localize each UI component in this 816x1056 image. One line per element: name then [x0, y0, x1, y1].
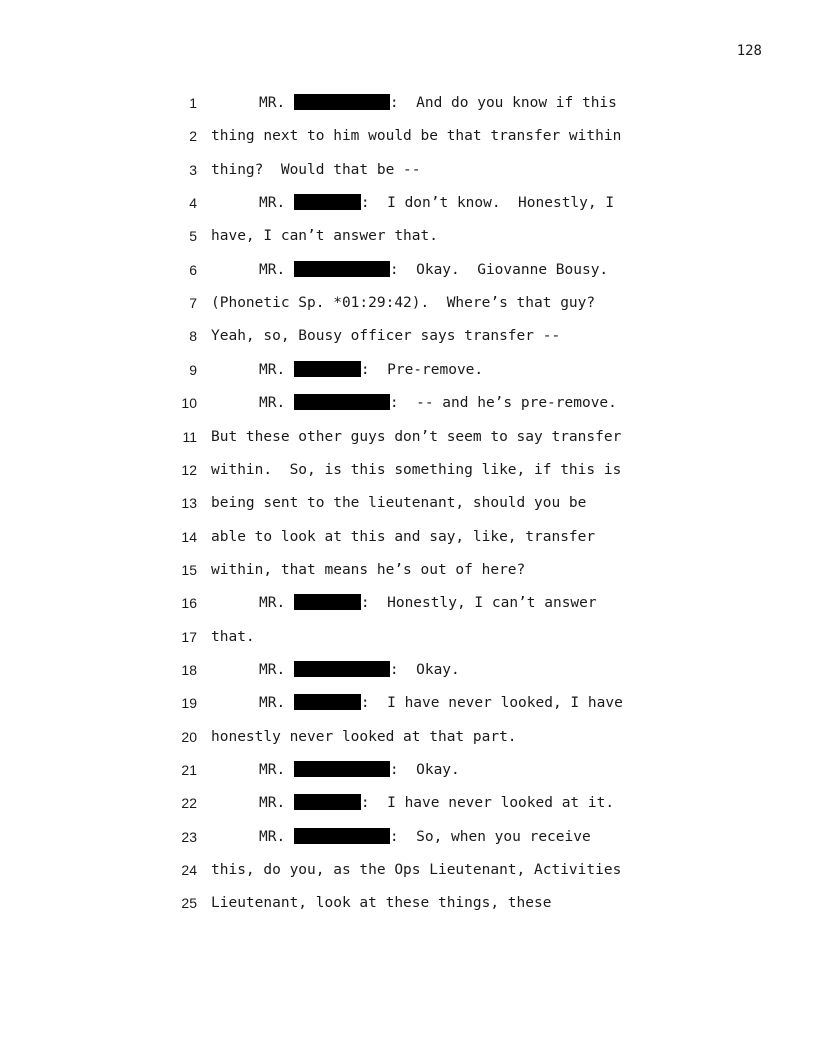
line-number: 18	[181, 661, 197, 678]
speaker-line	[259, 693, 623, 713]
transcript-line	[0, 627, 816, 647]
speaker-prefix: MR.	[259, 395, 294, 412]
line-number: 22	[181, 795, 197, 812]
redaction-block	[294, 94, 390, 110]
redaction-block	[294, 828, 390, 844]
transcript-line	[0, 593, 816, 613]
speaker-prefix: MR.	[259, 595, 294, 612]
transcript-line	[0, 326, 816, 346]
speaker-text: : Honestly, I can’t answer	[360, 595, 597, 612]
speaker-prefix: MR.	[259, 762, 294, 778]
line-number: 14	[181, 528, 197, 545]
speaker-text: : I have never looked, I have	[360, 695, 623, 712]
speaker-text: : And do you know if this	[389, 95, 617, 111]
transcript-line	[0, 660, 816, 680]
transcript-line	[0, 260, 816, 280]
redaction-block	[294, 194, 361, 210]
transcript-line	[0, 560, 816, 580]
line-number: 17	[181, 628, 197, 645]
transcript-line	[0, 226, 816, 246]
speaker-text: : -- and he’s pre-remove.	[389, 395, 617, 412]
transcript-line	[0, 860, 816, 880]
transcript-line	[0, 93, 816, 113]
line-text: that.	[211, 628, 255, 645]
line-text: have, I can’t answer that.	[211, 228, 438, 245]
speaker-prefix: MR.	[259, 661, 294, 678]
transcript-line	[0, 193, 816, 213]
transcript-line	[0, 293, 816, 313]
transcript-line	[0, 893, 816, 913]
speaker-line	[259, 393, 617, 413]
transcript-line	[0, 126, 816, 146]
speaker-line	[259, 193, 614, 213]
speaker-line	[259, 360, 483, 380]
line-number: 11	[182, 428, 197, 445]
transcript-line	[0, 393, 816, 413]
line-text: being sent to the lieutenant, should you be	[211, 495, 587, 512]
line-number: 21	[181, 762, 197, 778]
redaction-block	[294, 794, 361, 810]
speaker-line	[259, 260, 608, 280]
speaker-prefix: MR.	[259, 695, 294, 712]
speaker-line	[259, 793, 614, 813]
speaker-text: : Okay.	[389, 762, 460, 778]
line-text: this, do you, as the Ops Lieutenant, Activities	[211, 862, 622, 879]
line-text: within. So, is this something like, if this is	[211, 461, 622, 478]
page-number: 128	[736, 43, 762, 59]
line-number: 9	[189, 361, 197, 378]
speaker-line	[259, 660, 460, 680]
line-text: But these other guys don’t seem to say transfer	[211, 428, 622, 445]
line-number: 6	[189, 261, 197, 278]
line-number: 7	[189, 295, 197, 312]
speaker-prefix: MR.	[259, 795, 294, 812]
transcript-line	[0, 760, 816, 780]
transcript-line	[0, 827, 816, 847]
line-number: 2	[189, 128, 197, 145]
line-number: 25	[181, 895, 197, 912]
speaker-prefix: MR.	[259, 261, 294, 278]
transcript-line	[0, 460, 816, 480]
redaction-block	[294, 594, 361, 610]
speaker-prefix: MR.	[259, 95, 294, 111]
speaker-line	[259, 93, 617, 113]
line-number: 23	[181, 828, 197, 845]
redaction-block	[294, 361, 361, 377]
line-number: 12	[181, 461, 197, 478]
speaker-text: : So, when you receive	[389, 828, 591, 845]
line-text: Yeah, so, Bousy officer says transfer --	[211, 328, 561, 345]
line-text: honestly never looked at that part.	[211, 728, 517, 745]
speaker-line	[259, 593, 597, 613]
line-number: 3	[189, 161, 197, 178]
line-text: able to look at this and say, like, transfer	[211, 528, 596, 545]
speaker-prefix: MR.	[259, 195, 294, 212]
speaker-prefix: MR.	[259, 361, 294, 378]
speaker-text: : I don’t know. Honestly, I	[360, 195, 615, 212]
line-number: 19	[181, 695, 197, 712]
line-text: thing? Would that be --	[211, 161, 421, 178]
line-number: 13	[181, 495, 197, 512]
line-text: (Phonetic Sp. *01:29:42). Where’s that guy?	[211, 295, 596, 312]
line-number: 10	[181, 395, 197, 412]
redaction-block	[294, 761, 390, 777]
transcript-line	[0, 527, 816, 547]
speaker-text: : Pre-remove.	[360, 361, 484, 378]
speaker-prefix: MR.	[259, 828, 294, 845]
speaker-text: : I have never looked at it.	[360, 795, 615, 812]
line-number: 15	[181, 561, 197, 578]
transcript-line	[0, 160, 816, 180]
transcript-line	[0, 493, 816, 513]
speaker-text: : Okay. Giovanne Bousy.	[389, 261, 609, 278]
redaction-block	[294, 261, 390, 277]
speaker-text: : Okay.	[389, 661, 460, 678]
transcript-line	[0, 693, 816, 713]
transcript-line	[0, 427, 816, 447]
line-text: thing next to him would be that transfer within	[211, 128, 622, 145]
redaction-block	[294, 694, 361, 710]
transcript-line	[0, 727, 816, 747]
line-text: Lieutenant, look at these things, these	[211, 895, 552, 912]
speaker-line	[259, 827, 591, 847]
redaction-block	[294, 661, 390, 677]
transcript-line	[0, 360, 816, 380]
line-number: 16	[181, 595, 197, 612]
line-number: 8	[189, 328, 197, 345]
line-number: 1	[189, 95, 197, 111]
redaction-block	[294, 394, 390, 410]
line-number: 5	[189, 228, 197, 245]
line-number: 20	[181, 728, 197, 745]
line-text: within, that means he’s out of here?	[211, 561, 526, 578]
speaker-line	[259, 760, 460, 780]
line-number: 4	[189, 195, 197, 212]
line-number: 24	[181, 862, 197, 879]
transcript-line	[0, 793, 816, 813]
